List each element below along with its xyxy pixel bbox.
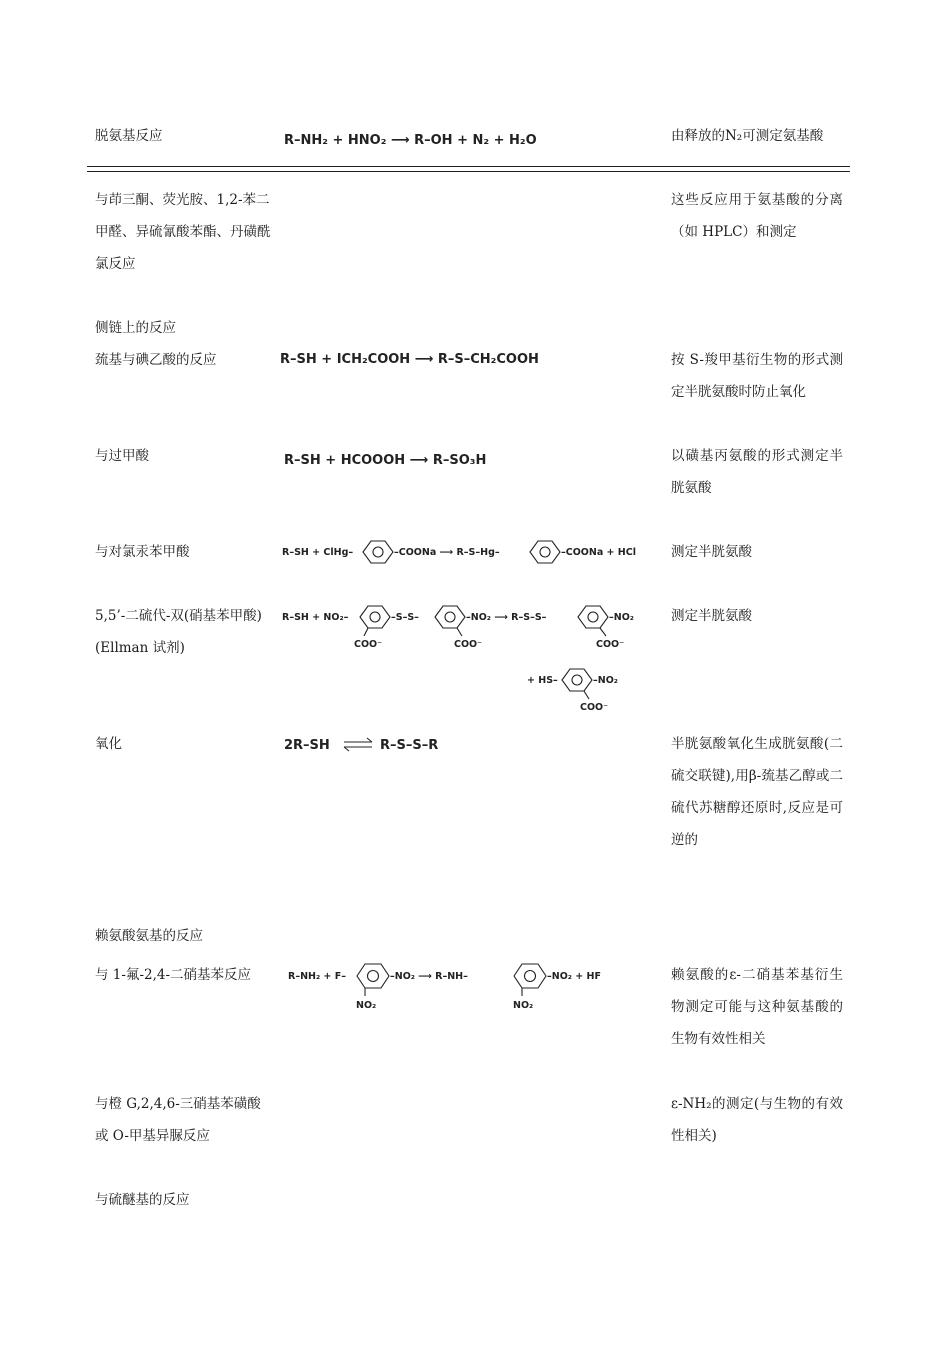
fdnb-no2-2: NO₂ (513, 1000, 534, 1011)
equation-ellman (282, 600, 652, 724)
benzene-ring-icon (435, 606, 465, 636)
ellman-a: R–SH + NO₂– (282, 612, 349, 623)
row-note-pcmb: 测定半胱氨酸 (671, 544, 752, 560)
benzene-ring-icon (578, 606, 608, 636)
row-label-iodoacetate: 巯基与碘乙酸的反应 (95, 352, 217, 368)
benzene-ring-icon (357, 964, 389, 996)
oxidation-lhs: 2R–SH (284, 738, 330, 753)
row-note-performic: 以磺基丙氨酸的形式测定半胱氨酸 (671, 448, 843, 496)
row-label-fdnb: 与 1-氟-2,4-二硝基苯反应 (95, 967, 252, 983)
pcmb-mid: –COONa ⟶ R–S–Hg– (394, 547, 500, 558)
benzene-ring-icon (562, 669, 592, 699)
ellman-coo-3: COO⁻ (596, 639, 625, 650)
benzene-ring-icon (530, 541, 560, 563)
equation-fdnb (282, 960, 632, 1024)
ellman-coo-4: COO⁻ (580, 702, 609, 713)
equation-oxidation (282, 733, 482, 761)
ellman-e: + HS– (527, 675, 558, 686)
section-heading-lysine: 赖氨酸氨基的反应 (95, 928, 203, 944)
oxidation-rhs: R–S–S–R (380, 738, 439, 753)
ellman-coo-2: COO⁻ (454, 639, 483, 650)
ellman-c: –NO₂ ⟶ R–S–S– (466, 612, 547, 623)
double-rule-bottom (87, 171, 850, 172)
row-label-deamination: 脱氨基反应 (95, 128, 163, 144)
row-label-performic: 与过甲酸 (95, 448, 149, 464)
fdnb-a: R–NH₂ + F– (288, 971, 346, 982)
equation-performic (282, 448, 522, 476)
row-note-fdnb: 赖氨酸的ε-二硝基苯基衍生物测定可能与这种氨基酸的生物有效性相关 (671, 967, 843, 1047)
benzene-ring-icon (514, 964, 546, 996)
equation-iodoacetate (282, 348, 542, 376)
fdnb-b: –NO₂ ⟶ R–NH– (390, 971, 468, 982)
row-label-oxidation: 氧化 (95, 736, 122, 752)
section-heading-side-chain: 侧链上的反应 (95, 320, 176, 336)
row-label-tnbs: 与橙 G,2,4,6-三硝基苯磺酸或 O-甲基异脲反应 (95, 1096, 261, 1144)
fdnb-c: –NO₂ + HF (547, 971, 601, 982)
benzene-ring-icon (360, 606, 390, 636)
pcmb-end: –COONa + HCl (561, 547, 636, 558)
section-heading-thioether: 与硫醚基的反应 (95, 1192, 190, 1208)
row-note-iodoacetate: 按 S-羧甲基衍生物的形式测定半胱氨酸时防止氧化 (671, 352, 843, 400)
double-rule-top (87, 166, 850, 167)
ellman-b: –S–S– (391, 612, 419, 623)
ellman-d: –NO₂ (609, 612, 634, 623)
equation-pcmb (282, 538, 652, 570)
pcmb-lhs: R–SH + ClHg– (282, 547, 354, 558)
row-label-derivatization: 与茚三酮、荧光胺、1,2-苯二甲醛、异硫氰酸苯酯、丹磺酰氯反应 (95, 192, 271, 272)
benzene-ring-icon (363, 541, 393, 563)
fdnb-no2-1: NO₂ (356, 1000, 377, 1011)
ellman-f: –NO₂ (593, 675, 618, 686)
equation-deamination-text: R–NH₂ + HNO₂ ⟶ R–OH + N₂ + H₂O (284, 133, 537, 148)
equation-iodoacetate-text: R–SH + ICH₂COOH ⟶ R–S–CH₂COOH (280, 352, 539, 367)
row-note-oxidation: 半胱氨酸氧化生成胱氨酸(二硫交联键),用β-巯基乙醇或二硫代苏糖醇还原时,反应是可逆的 (671, 736, 843, 848)
row-note-ellman: 测定半胱氨酸 (671, 608, 752, 624)
ellman-coo-1: COO⁻ (354, 639, 383, 650)
row-note-deamination: 由释放的N₂可测定氨基酸 (671, 128, 824, 144)
row-note-derivatization: 这些反应用于氨基酸的分离（如 HPLC）和测定 (671, 192, 843, 240)
equation-deamination (282, 128, 552, 156)
row-label-pcmb: 与对氯汞苯甲酸 (95, 544, 190, 560)
row-note-tnbs: ε-NH₂的测定(与生物的有效性相关) (671, 1096, 843, 1144)
row-label-ellman: 5,5’-二硫代-双(硝基苯甲酸)(Ellman 试剂) (95, 608, 262, 656)
equation-performic-text: R–SH + HCOOOH ⟶ R–SO₃H (284, 453, 487, 468)
equilibrium-arrows-icon (344, 738, 372, 751)
